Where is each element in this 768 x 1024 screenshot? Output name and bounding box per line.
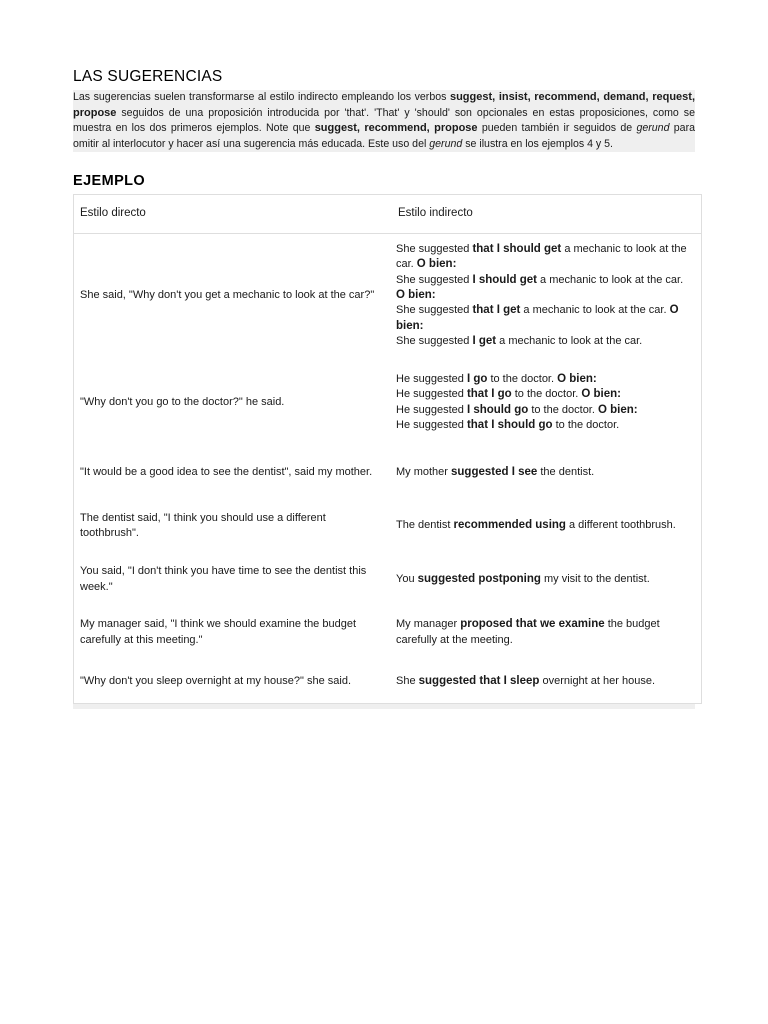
- direct-speech-cell: She said, "Why don't you get a mechanic to look at the car?": [80, 289, 375, 302]
- direct-speech-cell: My manager said, "I think we should examine the budget carefully at this meeting.": [80, 618, 357, 646]
- indirect-text: to the doctor.: [552, 418, 620, 431]
- indirect-text: She: [396, 674, 419, 687]
- intro-verbs-gerund: suggest, recommend, propose: [314, 122, 478, 134]
- indirect-keyword: that I go: [466, 388, 512, 401]
- intro-text: pueden también ir seguidos de: [477, 122, 637, 134]
- indirect-keyword: suggested postponing: [417, 572, 541, 585]
- table-header-row: [74, 195, 702, 234]
- indirect-speech-cell: [392, 660, 702, 704]
- indirect-keyword: suggested I see: [451, 466, 538, 479]
- table-body: [74, 234, 702, 704]
- indirect-keyword: O bien:: [416, 258, 457, 271]
- indirect-text: the budget carefully at the meeting.: [396, 618, 660, 646]
- indirect-text: My mother: [396, 466, 452, 479]
- indirect-text: a different toothbrush.: [565, 519, 676, 532]
- indirect-keyword: proposed that we examine: [460, 618, 605, 631]
- indirect-keyword: that I should get: [472, 242, 562, 255]
- direct-speech-cell: "Why don't you go to the doctor?" he said.: [80, 395, 285, 408]
- column-header-direct: Estilo directo: [74, 195, 393, 234]
- page-title: LAS SUGERENCIAS: [73, 68, 223, 85]
- direct-speech-cell: "Why don't you sleep overnight at my house?" she said.: [80, 674, 352, 687]
- table-row: [74, 358, 702, 448]
- indirect-speech-cell: [392, 606, 702, 660]
- indirect-keyword: I should go: [466, 403, 529, 416]
- indirect-keyword: suggested that I sleep: [418, 674, 540, 687]
- indirect-text: my visit to the dentist.: [540, 572, 650, 585]
- indirect-text: a mechanic to look at the car.: [520, 304, 670, 317]
- indirect-text: to the doctor.: [511, 388, 582, 401]
- indirect-text: He suggested: [396, 418, 467, 431]
- indirect-text: overnight at her house.: [539, 674, 655, 687]
- indirect-speech-cell: [392, 234, 702, 358]
- table-row: [74, 660, 702, 704]
- indirect-text: a mechanic to look at the car.: [536, 273, 684, 286]
- intro-text: seguidos de una proposición introducida por 'that'. 'That' y 'should' son opcionales en estas proposiciones, como se muestra en los dos primeros ejemplos. Note que: [73, 106, 695, 134]
- table-row: [74, 499, 702, 554]
- indirect-keyword: O bien:: [396, 304, 679, 332]
- example-table-wrapper: [73, 194, 695, 709]
- example-table: [73, 194, 702, 704]
- indirect-speech-cell: [392, 499, 702, 554]
- table-row: [74, 234, 702, 358]
- indirect-keyword: that I should go: [466, 418, 553, 431]
- indirect-keyword: O bien:: [396, 289, 436, 302]
- indirect-keyword: O bien:: [597, 403, 638, 416]
- indirect-text: to the doctor.: [528, 403, 598, 416]
- indirect-keyword: I go: [466, 372, 488, 385]
- table-row: [74, 606, 702, 660]
- indirect-keyword: that I get: [472, 304, 521, 317]
- intro-gerund: gerund: [636, 122, 670, 134]
- indirect-keyword: recommended using: [453, 519, 566, 532]
- section-heading: EJEMPLO: [73, 173, 146, 189]
- direct-speech-cell: You said, "I don't think you have time to see the dentist this week.": [80, 565, 367, 593]
- indirect-text: the dentist.: [537, 466, 595, 479]
- table-row: [74, 554, 702, 606]
- direct-speech-cell: "It would be a good idea to see the dentist", said my mother.: [80, 466, 373, 479]
- column-header-indirect: Estilo indirecto: [392, 195, 702, 234]
- indirect-text: She suggested: [396, 304, 473, 317]
- indirect-text: a mechanic to look at the car.: [396, 242, 687, 271]
- indirect-text: He suggested: [396, 388, 467, 401]
- indirect-text: He suggested: [396, 403, 467, 416]
- intro-verbs: suggest, insist, recommend, demand, request, propose: [73, 91, 696, 119]
- indirect-text: She suggested: [396, 242, 473, 255]
- indirect-text: You: [396, 572, 418, 585]
- indirect-text: She suggested: [396, 273, 473, 286]
- intro-paragraph: [73, 90, 695, 152]
- indirect-speech-cell: [392, 554, 702, 606]
- indirect-keyword: O bien:: [557, 372, 597, 385]
- indirect-keyword: O bien:: [581, 388, 621, 401]
- intro-text: se ilustra en los ejemplos 4 y 5.: [462, 137, 614, 150]
- indirect-text: a mechanic to look at the car.: [496, 335, 643, 348]
- indirect-speech-cell: [392, 358, 702, 448]
- table-row: [74, 448, 702, 499]
- intro-text: para omitir al interlocutor y hacer así una sugerencia más educada. Este uso del: [73, 122, 695, 150]
- indirect-text: My manager: [396, 618, 461, 631]
- indirect-text: to the doctor.: [487, 372, 558, 385]
- indirect-keyword: I get: [472, 335, 497, 348]
- intro-gerund: gerund: [429, 137, 463, 150]
- indirect-text: She suggested: [396, 335, 473, 348]
- intro-text: Las sugerencias suelen transformarse al estilo indirecto empleando los verbos: [73, 91, 450, 103]
- indirect-text: He suggested: [396, 372, 467, 385]
- indirect-speech-cell: [392, 448, 702, 499]
- indirect-keyword: I should get: [472, 273, 537, 286]
- direct-speech-cell: The dentist said, "I think you should use a different toothbrush".: [80, 511, 326, 539]
- indirect-text: The dentist: [396, 519, 454, 532]
